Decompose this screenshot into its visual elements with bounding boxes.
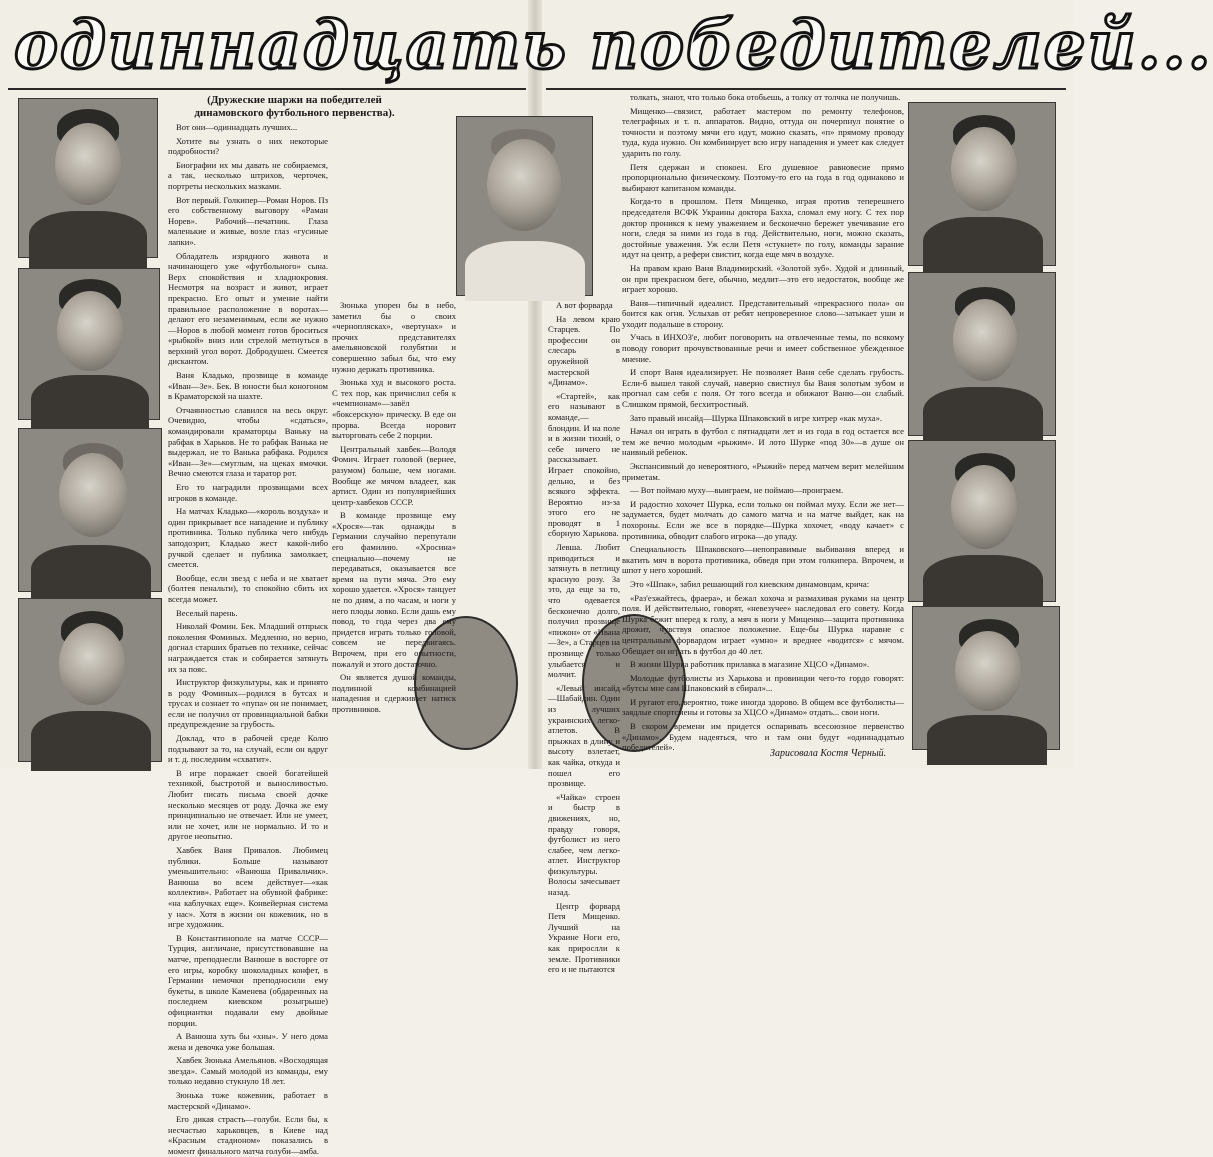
paragraph: В Константинополе на матче СССР—Турция, англичане, присутствовавшие на матче, преподнесли Ванюше в восторге от его игры, коробку шоколадных конфет, в Германии немочки преподносили ему букеты, в школе Каменева (обдаренных на последнем киевском розыгрыше) официантки подавали ему двойные порции.	[168, 932, 328, 1028]
portrait-photo	[18, 598, 162, 762]
paragraph: Ваня Кладько, прозвище в команде «Иван—Зе». Бек. В юности был коногоном в Краматорской на шахте.	[168, 370, 328, 402]
paragraph: Он является душой команды, подлинной комбинацией нападения и сдерживает натиск противников.	[332, 672, 456, 714]
portrait-photo	[908, 102, 1056, 266]
paragraph: «Левый инсайд—Шабайдин. Один из лучших украинских легко-атлетов. В прыжках в длину и высоту взлетает, как чайка, откуда и пошел его прозвище.	[548, 682, 620, 789]
illustrator-signature: Зарисовала Костя Черный.	[770, 748, 887, 759]
paragraph: Инструктор физкультуры, как и принято в роду Фоминых—родился в бутсах и трусах и сознает то «пупа» он не понимает, если не получил от провинциальной бабки предупреждение за грубость.	[168, 677, 328, 730]
paragraph: Это «Шпак», забил решающий гол киевским динамовцам, крича:	[630, 578, 870, 589]
headline-right: победителей...	[590, 6, 1213, 84]
portrait-photo	[18, 268, 160, 420]
paragraph: толкать, знают, что только бока отобьешь, а толку от толчка не получишь.	[630, 92, 901, 102]
article-column-1	[168, 122, 328, 1157]
paragraph: Левша. Любит приводиться и затянуть в петлицу красную розу. За это, да еще за то, что одевается бесконечно долго, получил прозвище «пижон» от «Ивана—Зе», а Старцев на прозвище только улыбается и молчит.	[548, 542, 620, 680]
paragraph: Центральный хавбек—Володя Фомич. Играет головой (вернее, разумом) больше, чем ногами. Вообще же мячом владеет, как артист. Один из популярнейших центр-хавбеков СССР.	[332, 443, 456, 507]
paragraph: Доклад, что в рабочей среде Колю подзывают за то, на случай, если он вдруг и т. д. последним «схватит».	[168, 733, 328, 765]
paragraph: Веселый парень.	[176, 607, 238, 618]
paragraph: Хавбек Зюнька Амельянов. «Восходящая звезда». Самый молодой из команды, ему только недавно стукнуло 18 лет.	[168, 1055, 328, 1087]
paragraph: В жизни Шурка работник прилавка в магазине ХЦСО «Динамо».	[630, 659, 870, 670]
paragraph: Отчаянностью славился на весь округ. Очевидно, чтобы «сдаться», командировали краматорцы Ваньку на рабфак в Харьков. Не то рабфак Ванька не выдержал, не то Ванька рабфака. Родился «Иван—Зе»—смуглым, на щеках ямочки. Вечно смеются глаза и таратор рот.	[168, 404, 328, 479]
paragraph: Учась в ИНХОЗ'е, любит поговорить на отвлеченные темы, по всякому поводу говорит прочувствованные речи и имеет собственное убежденное мнение.	[622, 332, 904, 364]
paragraph: Экспансивный до невероятного, «Рыжий» перед матчем верит мелейшим приметам.	[622, 461, 904, 482]
portrait-photo	[908, 440, 1056, 602]
paragraph: И спорт Ваня идеализирует. Не позволяет Ваня себе сделать грубость. Если-б вышел такой случай, наверно свистнул бы Ваня золотым зубом и прогнал сам себя с поля. От того всегда и обижают Ваню—он слабый. Слишком прямой, бесхитростный.	[622, 367, 904, 410]
paragraph: И ругают его, вероятно, тоже иногда здорово. В общем все футболисты—заядлые спортсмены и готовы за ХЦСО «Динамо» отдать... свои ноги.	[622, 696, 904, 718]
paragraph: «Чайка» строен и быстр в движениях, но, правду говоря, футболист из него слабее, чем легко-атлет. Инструктор физкультуры. Волосы зачесывает назад.	[548, 791, 620, 898]
paragraph: «Стартей», как его называют в команде,—блондин. И на поле и в жизни тихий, о себе ничего не рассказывает. Играет спокойно, дельно, и без всякого эффекта. Вероятно из-за этого его не проводят в 1 сборную Харькова.	[548, 390, 620, 539]
paragraph: Зюнька тоже кожевник, работает в мастерской «Динамо».	[168, 1090, 328, 1111]
paragraph: Его то наградили прозвищами всех игроков в команде.	[168, 482, 328, 503]
paragraph: — Вот поймаю муху—выиграем, не поймаю—проиграем.	[630, 485, 844, 496]
title-rule-right	[546, 88, 1066, 90]
paragraph: Зато правый инсайд—Шурка Шпаковский в игре хитрер «как муха».	[630, 412, 883, 423]
paragraph: На матчах Кладько—«король воздуха» и один прикрывает все нападение и публику противника. Только публика чего нибудь заподозрит, Кладько жест какой-либо ручкой сделает и публика замолкает, смеется.	[168, 506, 328, 570]
title-rule-left	[8, 88, 526, 90]
article-column-2	[332, 300, 456, 714]
paragraph: В скором времени им придется оспаривать всесоюзное первенство «Динамо». Будем надеяться, что и там они будут «одиннадцатью победителей».	[622, 721, 904, 753]
paragraph: Ваня—типичный идеалист. Представительный «прекрасного пола» он боится как огня. Услыхав от ребят непроверенное слово—затыкает уши и уходит подальше в сторону.	[622, 297, 904, 329]
paragraph: В команде прозвище ему «Хрося»—так однажды в Германии случайно перепутали его фамилию. «Хросина» специально—почему не передаваться, оказывается все время на пути мяча. Это ему хорошо удается. «Хрося» танцует не по дням, а по часам, и ноги у него плоды ловко. Если дашь ему повод, то года через два ему придется играть только головой, совсем не передвигаясь. Впрочем, при его опытности, пожалуй и этого достаточно.	[332, 510, 456, 669]
article-subheading: (Дружеские шаржи на победителей динамовского футбольного первенства).	[194, 94, 395, 119]
paragraph: А вот форварда	[556, 300, 613, 310]
paragraph: А Ванюша хуть бы «хны». У него дома жена и девочка уже большая.	[168, 1031, 328, 1052]
paragraph: Хотите вы узнать о них некоторые подробности?	[168, 135, 328, 157]
paragraph: На правом краю Ваня Владимирский. «Золотой зуб». Худой и длинный, он при прекрасном беге, обычно, медлит—это его недостаток, вообще же играет хорошо.	[622, 262, 904, 295]
portrait-photo	[18, 428, 162, 592]
paragraph: Центр форвард Петя Мищенко. Лучший на Украине Ноги его, как прирослли к земле. Противники его и не пытаются	[548, 900, 620, 975]
paragraph: «Раз'езжайтесь, фраера», и бежал хохоча и размахивая руками на центр поля. И действительно, говорят, «невезучее» наследовал его совету. Когда Шурка бежит вперед к голу, а мяч в ноги у Мищенко—защита противника дрожит, чувствуя опасное положение. Еще-бы Шурка наравне с центральным форвардом играет «умно» и вреднее «водится» с мячом. Обещает он играть в футбол до 40 лет.	[622, 592, 904, 656]
portrait-photo-center	[456, 116, 593, 296]
paragraph: Зюнька худ и высокого роста. С тех пор, как причислил себя к «чемпионам»—завёл «боксерскую» прическу. В еде он прорва. Всегда норовит выторговать себе 2 порции.	[332, 377, 456, 441]
paragraph: Начал он играть в футбол с пятнадцати лет и из года в год остается все тем же вечно молодым «рыжим». И лото Шурке «под 30»—в душе он наивный ребенок.	[622, 426, 904, 458]
paragraph: Обладатель изрядного живота и начинающего уже «футбольного» сына. Верх спокойствия и хладнокровия. Несмотря на возраст и живот, играет прекрасно. Его опыт и умение найти правильное расположение в воротах—делают его незаменимым, если же нужно—Норов в любой момент готов броситься «рыбкой» вниз или стрелой метнуться в верхний угол ворот. Добродушен. Смеется дискантом.	[168, 250, 328, 367]
paragraph: Хавбек Ваня Привалов. Любимец публики. Больше называют уменьшительно: «Ванюша Привальчик». Ванюша во всем действует—«как коллектив». Работает на обувной фабрике: «на каблучках еще». Конвейерная система у нас». Хотя в жизни он кожевник, но в игре художник.	[168, 845, 328, 930]
paragraph: Специальность Шпаковского—непоправимые выбивания вперед и вкатить мяч в ворота противника, обведя при этом голкипера. Впрочем, и шпот у него хороший.	[622, 544, 904, 576]
paragraph: Мищенко—связист, работает мастером по ремонту телефонов, телеграфных и т. п. аппаратов. Видно, оттуда он почерпнул понятие о точности и поэтому мячи его идут, можно сказать, «п» прямому проводу туда, куда нужно. Он комбинирует всю игру нападения и умеет как следует ударить по голу.	[622, 105, 904, 158]
paragraph: Его дикая страсть—голуби. Если бы, к несчастью харьковцев, в Киеве над «Красным стадионом» показались в момент финального матча голуби—амба.	[168, 1114, 328, 1157]
portrait-photo	[912, 606, 1060, 750]
paragraph: На левом краю Старцев. По профессии он слесарь в оружейной мастерской «Динамо».	[548, 313, 620, 388]
paragraph: Вот первый. Голкипер—Роман Норов. Пз его собственному выговору «Раман Норев». Рабочий—печатник. Глаза маленькие и живые, возле глаз «гусиные лапки».	[168, 194, 328, 247]
paragraph: Петя сдержан и спокоен. Его душевное равновесие прямо пропорционально физическому. Поэтому-то его на года в год одинаково и выбирают капитаном команды.	[622, 161, 904, 193]
article-column-4	[622, 92, 904, 753]
paragraph: В игре поражает своей богатейшей техникой, быстротой и выносливостью. Любит писать письма своей дочке несколько месяцев от роду. Дочка же ему принципиально не отвечает. Или не умеет, или не хочет, или не нормально. И то и другое неопытно.	[168, 767, 328, 842]
paragraph: Зюнька упорен бы в небо, заметил бы о своих «черноплясках», «вертунах» и прочих представителях амельяновской голубятни и совершенно забыл бы, что ему нужно держать противника.	[332, 300, 456, 374]
paragraph: Молодые футболисты из Харькова и провинции чего-то гордо говорят: «бутсы мне сам Шпаковский в сбирал»...	[622, 672, 904, 694]
paragraph: Вообще, если звезд с неба и не хватает (болтея пенальти), то спокойно сбить их всегда может.	[168, 572, 328, 604]
headline-left: одиннадцать	[14, 6, 568, 84]
article-column-3	[548, 300, 620, 975]
portrait-photo	[908, 272, 1056, 436]
paragraph: Вот они—одиннадцать лучших...	[176, 122, 298, 132]
paragraph: И радостно хохочет Шурка, если только он поймал муху. Если же нет—задумается, будет молчать до самого матча и на матче выйдет, как на похороны. Если же все в порядке—Шурка хохочет, «воду качает» с противника, обводит слабого игрока—до упаду.	[622, 498, 904, 541]
paragraph: Когда-то в прошлом. Петя Мищенко, играя против теперешнего председателя ВСФК Украины доктора Бахха, сломал ему ногу. С тех пор доктор проникся к нему уважением и бесконечно бережет увечивание его ноги, следя за ними из года в год. Действительно, ноги, можно сказать, достойные уважения. Уж если Петя «стукнет» по голу, команды зарание идут на центр, а рефери свистит, когда еще мяч в воздухе.	[622, 196, 904, 260]
paragraph: Биографии их мы давать не собираемся, а так, несколько штрихов, черточек, портреты нескольких мазками.	[168, 159, 328, 191]
portrait-photo	[18, 98, 158, 258]
paragraph: Николай Фомин. Бек. Младший отпрыск поколения Фоминых. Медленно, но верно, догнал старших братьев по технике, сейчас награждается стак и собирается затянуть их за пояс.	[168, 621, 328, 674]
